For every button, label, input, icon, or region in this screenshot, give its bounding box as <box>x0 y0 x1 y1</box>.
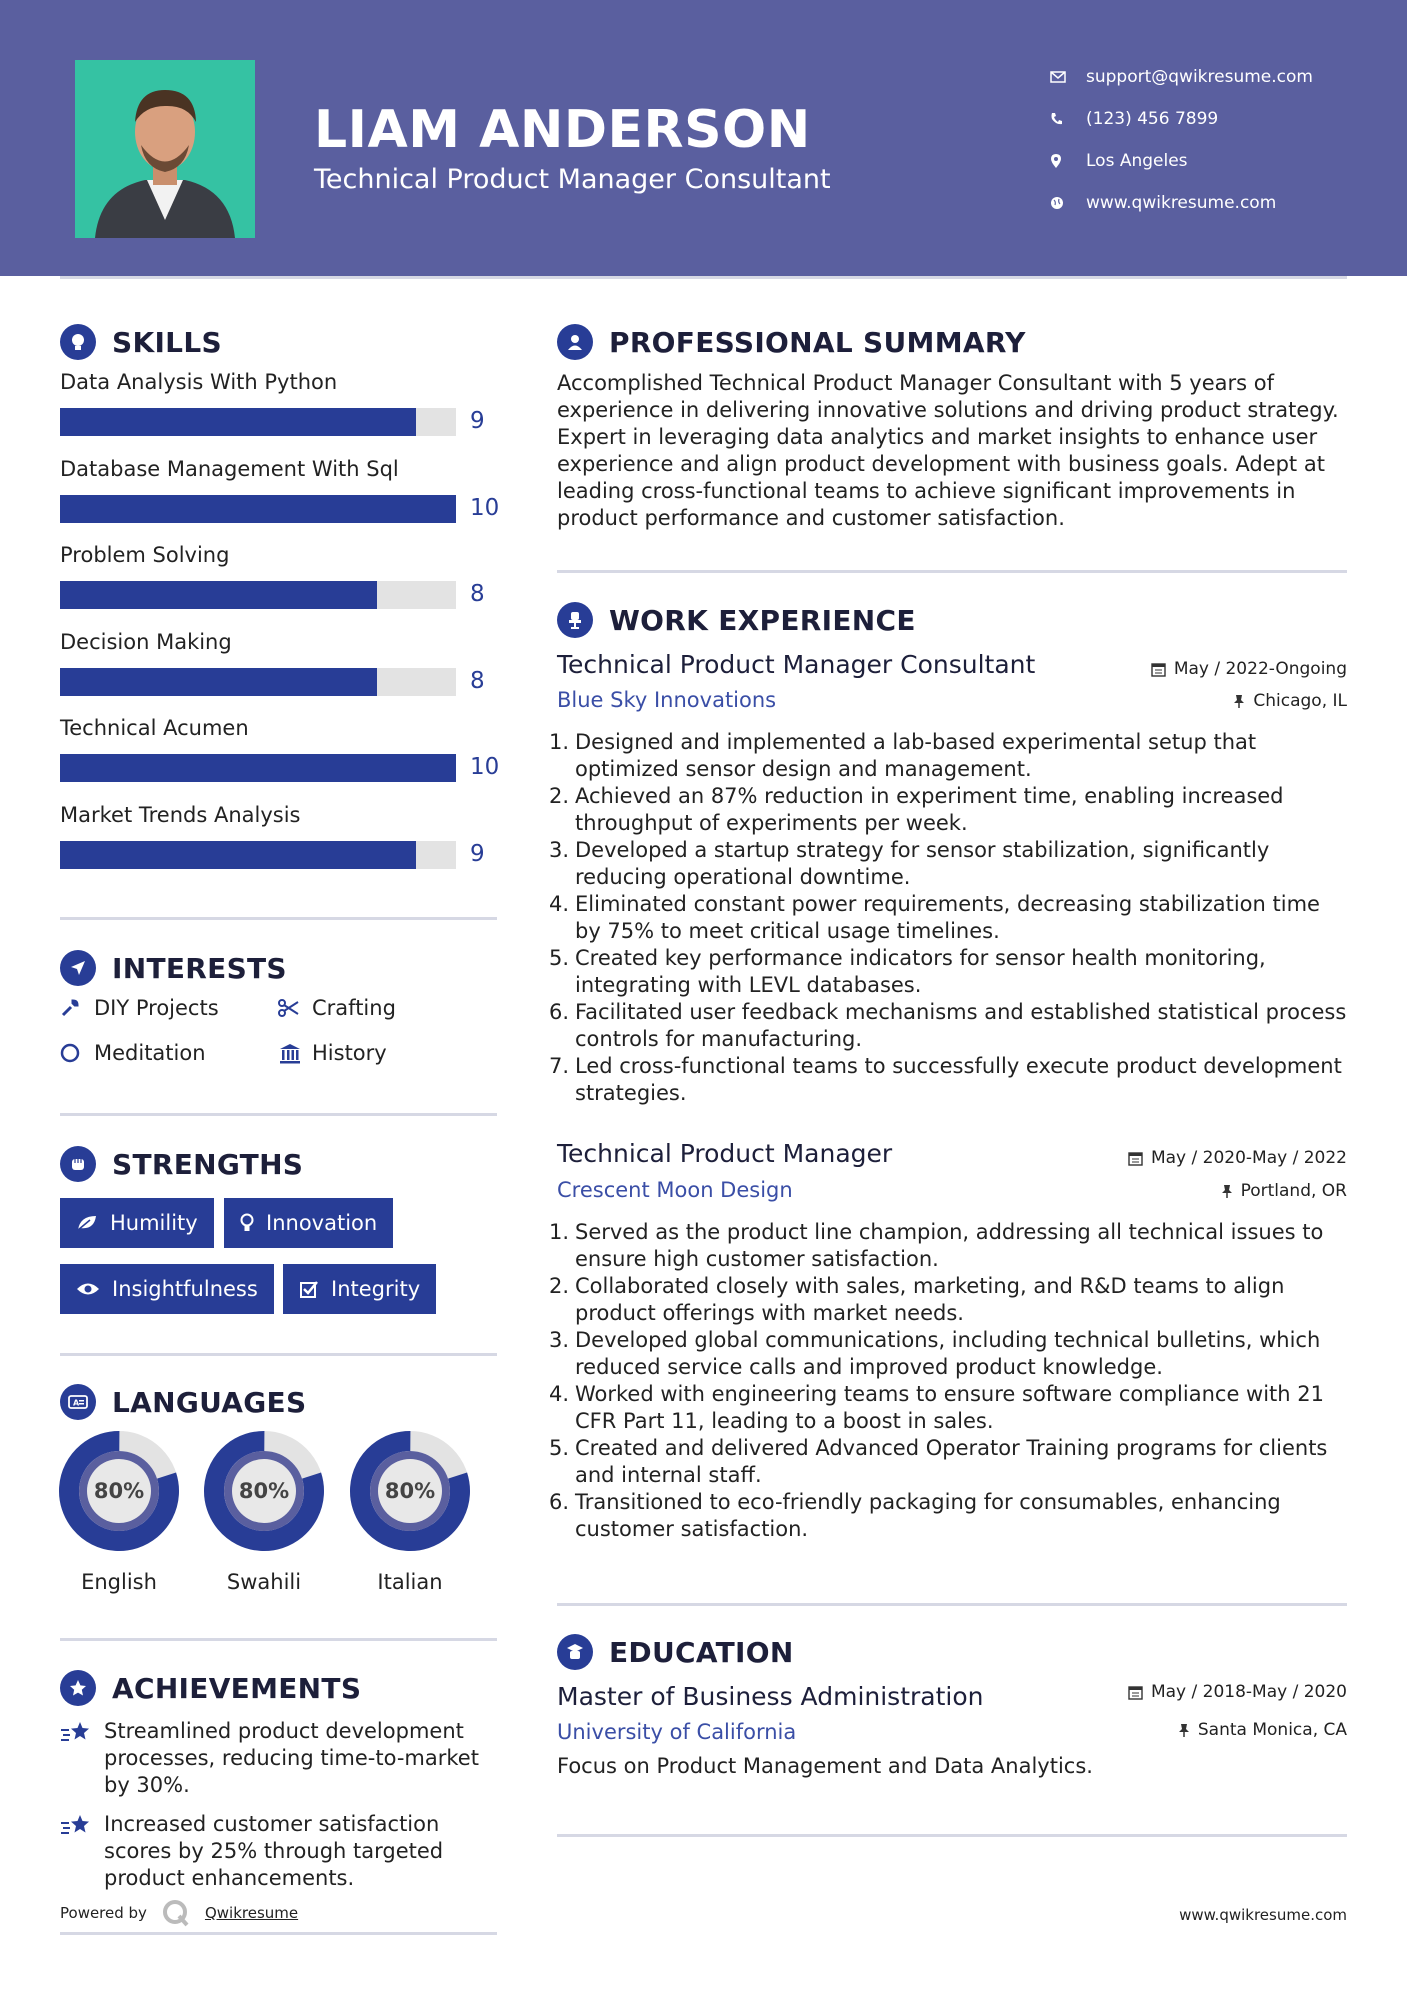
map-pin-icon <box>1050 153 1086 169</box>
duty-text: Developed a startup strategy for sensor stabilization, significantly reducing operational downtime. <box>575 838 1270 889</box>
education-title: EDUCATION <box>609 1635 794 1669</box>
contact-phone[interactable] <box>1050 98 1313 140</box>
strength-tag <box>60 1264 274 1314</box>
contact-phone-text: (123) 456 7899 <box>1086 109 1219 129</box>
qwikresume-link[interactable]: Qwikresume <box>204 1904 299 1922</box>
education-location <box>1178 1720 1347 1740</box>
duty-item: 1. Designed and implemented a lab-based experimental setup that optimized sensor design and management. <box>549 730 1257 781</box>
pushpin-icon <box>1221 1184 1233 1199</box>
interest-item <box>60 1041 206 1065</box>
language-percent: 80% <box>238 1479 290 1503</box>
job-duties <box>549 729 1347 1107</box>
degree-title: Master of Business Administration <box>557 1682 984 1711</box>
footer-url[interactable]: www.qwikresume.com <box>1179 1906 1347 1924</box>
divider <box>60 917 497 920</box>
duty-item: 2. Achieved an 87% reduction in experiment time, enabling increased throughput of experiments per week. <box>549 784 1284 835</box>
skill-bar <box>60 408 456 436</box>
language-ring <box>349 1430 471 1552</box>
language-percent: 80% <box>384 1479 436 1503</box>
strength-label: Insightfulness <box>112 1277 258 1301</box>
job-duties <box>549 1219 1347 1543</box>
duty-text: Designed and implemented a lab-based experimental setup that optimized sensor design and management. <box>575 730 1257 781</box>
duty-item: 5. Created and delivered Advanced Operator Training programs for clients and internal staff. <box>549 1436 1328 1487</box>
job-company: Blue Sky Innovations <box>557 688 777 712</box>
skill-bar <box>60 495 456 523</box>
skill-bar <box>60 754 456 782</box>
language-ring <box>58 1430 180 1552</box>
interest-item <box>278 1041 387 1065</box>
candidate-name: LIAM ANDERSON <box>314 100 811 160</box>
contact-location <box>1050 140 1313 182</box>
eye-icon <box>76 1281 100 1297</box>
duty-item: 6. Transitioned to eco-friendly packaging for consumables, enhancing customer satisfaction. <box>549 1490 1281 1541</box>
job-location <box>1233 691 1347 711</box>
duty-item: 1. Served as the product line champion, addressing all technical issues to ensure high customer satisfaction. <box>549 1220 1324 1271</box>
header-divider <box>60 276 1347 279</box>
duty-item: 4. Eliminated constant power requirements, decreasing stabilization time by 75% to meet critical usage timelines. <box>549 892 1320 943</box>
skill-bar-fill <box>60 581 377 609</box>
language-item <box>58 1430 180 1594</box>
checkbox-icon <box>299 1279 319 1299</box>
duty-text: Transitioned to eco-friendly packaging for consumables, enhancing customer satisfaction. <box>575 1490 1281 1541</box>
skill-name: Market Trends Analysis <box>60 802 301 827</box>
strength-label: Humility <box>110 1211 198 1235</box>
skill-bar-fill <box>60 668 377 696</box>
interest-label: Crafting <box>312 996 396 1020</box>
skill-value: 9 <box>470 408 485 434</box>
office-chair-icon <box>557 602 593 638</box>
duty-text: Collaborated closely with sales, marketing, and R&D teams to align product offerings with market needs. <box>575 1274 1285 1325</box>
divider <box>60 1638 497 1641</box>
contact-email-text: support@qwikresume.com <box>1086 67 1313 87</box>
skill-bar <box>60 581 456 609</box>
header-banner <box>0 0 1407 276</box>
job-location-text: Portland, OR <box>1240 1181 1347 1201</box>
education-location-text: Santa Monica, CA <box>1197 1720 1347 1740</box>
scissors-icon <box>278 999 312 1017</box>
duty-item: 2. Collaborated closely with sales, marketing, and R&D teams to align product offerings with market needs. <box>549 1274 1285 1325</box>
skill-value: 9 <box>470 840 485 867</box>
job-dates-text: May / 2020-May / 2022 <box>1150 1148 1347 1168</box>
museum-icon <box>278 1042 312 1064</box>
summary-title: PROFESSIONAL SUMMARY <box>609 325 1026 359</box>
language-item <box>203 1430 325 1594</box>
language-name: Italian <box>377 1570 443 1594</box>
duty-text: Facilitated user feedback mechanisms and established statistical process controls for manufacturing. <box>575 1000 1347 1051</box>
contact-email[interactable] <box>1050 56 1313 98</box>
translate-icon <box>60 1384 96 1420</box>
language-item <box>349 1430 471 1594</box>
languages-title: LANGUAGES <box>112 1385 307 1419</box>
skill-name: Database Management With Sql <box>60 456 399 481</box>
duty-item: 3. Developed a startup strategy for sensor stabilization, significantly reducing operational downtime. <box>549 838 1270 889</box>
job-company: Crescent Moon Design <box>557 1178 793 1202</box>
circle-icon <box>60 1043 94 1063</box>
summary-heading <box>557 324 1026 360</box>
duty-text: Developed global communications, including technical bulletins, which reduced service calls and improved product knowledge. <box>575 1328 1321 1379</box>
duty-item: 3. Developed global communications, including technical bulletins, which reduced service calls and improved product knowledge. <box>549 1328 1321 1379</box>
divider <box>557 570 1347 573</box>
strength-tag <box>60 1198 214 1248</box>
achievements-heading <box>60 1670 361 1706</box>
star-badge-icon <box>60 1670 96 1706</box>
language-name: Swahili <box>226 1570 302 1594</box>
education-dates-text: May / 2018-May / 2020 <box>1150 1682 1347 1702</box>
contact-website[interactable] <box>1050 182 1313 224</box>
achievement-item <box>60 1718 500 1799</box>
envelope-icon <box>1050 71 1086 83</box>
interests-title: INTERESTS <box>112 951 287 985</box>
strengths-title: STRENGTHS <box>112 1147 304 1181</box>
job-dates-text: May / 2022-Ongoing <box>1173 659 1347 679</box>
shooting-star-icon <box>60 1718 104 1799</box>
skill-value: 8 <box>470 667 485 694</box>
achievements-title: ACHIEVEMENTS <box>112 1671 362 1705</box>
contact-list <box>1050 56 1313 224</box>
skill-bar <box>60 841 456 869</box>
qwikresume-logo-icon <box>161 1898 191 1928</box>
language-name: English <box>81 1570 157 1594</box>
school-name: University of California <box>557 1720 797 1744</box>
fist-icon <box>60 1146 96 1182</box>
skill-value: 8 <box>470 581 485 607</box>
duty-text: Led cross-functional teams to successfully execute product development strategies. <box>575 1054 1342 1105</box>
strength-label: Integrity <box>331 1277 421 1301</box>
language-percent: 80% <box>93 1479 145 1503</box>
job-location <box>1221 1181 1347 1201</box>
job-title: Technical Product Manager Consultant <box>557 650 1036 679</box>
duty-text: Worked with engineering teams to ensure software compliance with 21 CFR Part 11, leading to a boost in sales. <box>575 1382 1324 1433</box>
pushpin-icon <box>1233 694 1245 709</box>
globe-icon <box>1050 196 1086 210</box>
education-dates <box>1128 1682 1347 1702</box>
phone-icon <box>1050 112 1086 126</box>
experience-heading <box>557 602 916 638</box>
profile-photo <box>75 60 255 238</box>
job-title: Technical Product Manager <box>557 1139 893 1168</box>
duty-item: 4. Worked with engineering teams to ensure software compliance with 21 CFR Part 11, leading to a boost in sales. <box>549 1382 1324 1433</box>
strength-tag <box>283 1264 436 1314</box>
contact-location-text: Los Angeles <box>1086 151 1188 171</box>
skill-name: Data Analysis With Python <box>60 370 338 394</box>
divider <box>557 1603 1347 1606</box>
skill-value: 10 <box>470 754 500 780</box>
skill-name: Problem Solving <box>60 543 230 567</box>
language-ring <box>203 1430 325 1552</box>
strength-label: Innovation <box>266 1211 378 1235</box>
interest-item <box>278 996 396 1020</box>
duty-text: Created and delivered Advanced Operator Training programs for clients and internal staff. <box>575 1436 1328 1487</box>
contact-website-text: www.qwikresume.com <box>1086 193 1277 213</box>
pushpin-icon <box>1178 1723 1190 1738</box>
lightbulb-icon <box>240 1213 254 1233</box>
calendar-icon <box>1128 1685 1143 1700</box>
paper-plane-icon <box>60 950 96 986</box>
divider <box>60 1353 497 1356</box>
job-dates <box>1128 1148 1347 1168</box>
strength-tag <box>224 1198 393 1248</box>
interest-label: Meditation <box>94 1041 206 1065</box>
languages-heading <box>60 1384 306 1420</box>
education-description: Focus on Product Management and Data Analytics. <box>557 1754 1093 1778</box>
skill-name: Decision Making <box>60 629 232 654</box>
summary-text: Accomplished Technical Product Manager Consultant with 5 years of experience in delivering innovative solutions and driving product strategy. Expert in leveraging data analytics and market insights to enhance user experience and align product development with business goals. Adept at leading cross-functional teams to achieve significant improvements in product performance and customer satisfaction. <box>557 371 1339 530</box>
skill-value: 10 <box>470 494 500 521</box>
skill-bar <box>60 668 456 696</box>
job-dates <box>1151 659 1347 679</box>
candidate-role: Technical Product Manager Consultant <box>314 164 831 195</box>
achievement-text: Increased customer satisfaction scores by 25% through targeted product enhancements. <box>104 1812 444 1890</box>
skills-heading <box>60 324 222 360</box>
wrench-icon <box>60 998 94 1018</box>
duty-item: 7. Led cross-functional teams to successfully execute product development strategies. <box>549 1054 1342 1105</box>
duty-text: Created key performance indicators for sensor health monitoring, integrating with LEVL databases. <box>575 946 1266 997</box>
duty-item: 6. Facilitated user feedback mechanisms and established statistical process controls for manufacturing. <box>549 1000 1347 1051</box>
skills-title: SKILLS <box>112 325 222 359</box>
interests-heading <box>60 950 287 986</box>
leaf-icon <box>76 1214 98 1232</box>
strengths-heading <box>60 1146 303 1182</box>
powered-by <box>60 1898 298 1928</box>
interest-item <box>60 996 219 1020</box>
job-location-text: Chicago, IL <box>1253 691 1347 711</box>
calendar-icon <box>1128 1151 1143 1166</box>
education-heading <box>557 1634 794 1670</box>
skill-bar-fill <box>60 408 416 436</box>
divider <box>557 1834 1347 1837</box>
interest-label: DIY Projects <box>94 996 219 1020</box>
divider <box>60 1932 497 1935</box>
duty-text: Served as the product line champion, addressing all technical issues to ensure high customer satisfaction. <box>575 1220 1324 1271</box>
svg-text:A: A <box>73 1398 80 1408</box>
skill-name: Technical Acumen <box>60 716 249 740</box>
duty-text: Eliminated constant power requirements, decreasing stabilization time by 75% to meet critical usage timelines. <box>575 892 1320 943</box>
calendar-icon <box>1151 662 1166 677</box>
skill-bar-fill <box>60 754 456 782</box>
graduate-icon <box>557 1634 593 1670</box>
skill-bar-fill <box>60 841 416 869</box>
divider <box>60 1113 497 1116</box>
duty-item: 5. Created key performance indicators for sensor health monitoring, integrating with LEVL databases. <box>549 946 1266 997</box>
interest-label: History <box>312 1041 387 1065</box>
shooting-star-icon <box>60 1811 104 1892</box>
user-icon <box>557 324 593 360</box>
skill-bar-fill <box>60 495 456 523</box>
achievement-text: Streamlined product development processes, reducing time-to-market by 30%. <box>104 1719 479 1797</box>
achievement-item <box>60 1811 500 1892</box>
duty-text: Achieved an 87% reduction in experiment time, enabling increased throughput of experiments per week. <box>575 784 1284 835</box>
powered-by-label: Powered by <box>60 1904 147 1922</box>
experience-title: WORK EXPERIENCE <box>609 603 916 637</box>
lightbulb-icon <box>60 324 96 360</box>
